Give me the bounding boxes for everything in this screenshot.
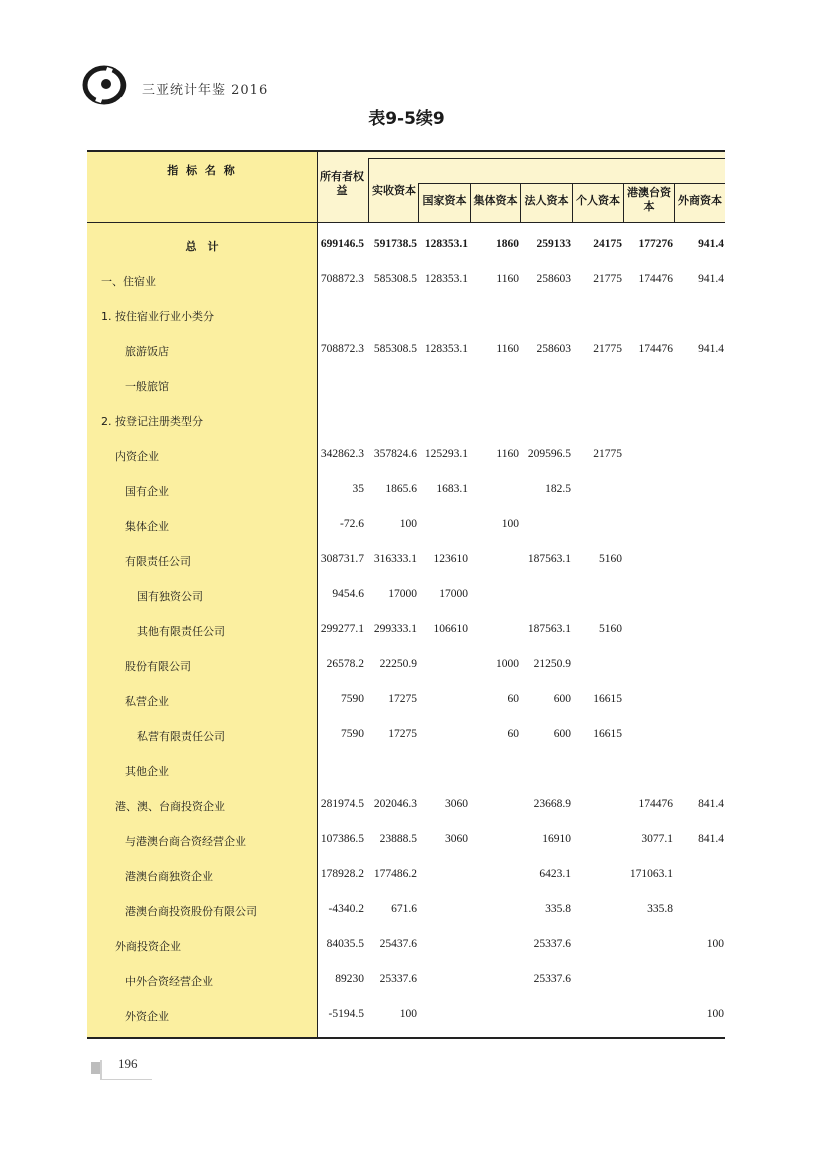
row-value: 25337.6: [533, 973, 571, 985]
row-value: 100: [399, 1008, 417, 1020]
row-value: 5160: [599, 623, 622, 635]
row-label: 股份有限公司: [125, 660, 191, 673]
table-row: [87, 238, 725, 258]
row-label: 私营企业: [125, 695, 169, 708]
row-value: 25337.6: [379, 973, 417, 985]
row-label: 总 计: [185, 240, 219, 253]
table-row: [87, 903, 725, 923]
row-value: 174476: [638, 273, 673, 285]
table-row: [87, 413, 725, 433]
footer-marker: [91, 1062, 100, 1074]
row-label: 外商投资企业: [115, 940, 181, 953]
row-value: 591738.5: [373, 238, 417, 250]
row-value: 335.8: [545, 903, 571, 915]
row-value: 123610: [433, 553, 468, 565]
row-value: 1160: [496, 343, 519, 355]
table-row: [87, 273, 725, 293]
row-value: 21775: [593, 273, 622, 285]
table-row: [87, 868, 725, 888]
header-individual-capital: 个人资本: [576, 194, 620, 207]
row-value: 342862.3: [320, 448, 364, 460]
table-row: [87, 1008, 725, 1028]
table-row: [87, 553, 725, 573]
row-label: 旅游饭店: [125, 345, 169, 358]
row-value: 25337.6: [533, 938, 571, 950]
row-value: 708872.3: [320, 343, 364, 355]
row-value: 316333.1: [373, 553, 417, 565]
row-value: 177276: [638, 238, 673, 250]
row-value: 6423.1: [539, 868, 571, 880]
data-table: [87, 150, 725, 1040]
row-label: 2. 按登记注册类型分: [101, 415, 203, 428]
row-value: 259133: [536, 238, 571, 250]
row-value: 258603: [536, 343, 571, 355]
row-value: 174476: [638, 798, 673, 810]
row-value: 335.8: [647, 903, 673, 915]
footer-rule: [100, 1079, 152, 1080]
row-value: 3077.1: [641, 833, 673, 845]
row-value: -4340.2: [328, 903, 364, 915]
row-value: 21775: [593, 448, 622, 460]
row-value: 299277.1: [320, 623, 364, 635]
row-value: 1000: [496, 658, 519, 670]
row-value: 187563.1: [527, 553, 571, 565]
row-value: 1683.1: [436, 483, 468, 495]
row-label: 港澳台商独资企业: [125, 870, 213, 883]
table-row: [87, 658, 725, 678]
header-foreign-capital: 外商资本: [678, 194, 722, 207]
header-indicator: 指 标 名 称: [167, 164, 237, 177]
row-value: 187563.1: [527, 623, 571, 635]
row-value: 941.4: [698, 273, 724, 285]
row-value: 22250.9: [379, 658, 417, 670]
row-value: 100: [501, 518, 519, 530]
row-value: 17000: [439, 588, 468, 600]
header-paid-in-capital: 实收资本: [372, 184, 416, 197]
row-value: -72.6: [340, 518, 364, 530]
table-row: [87, 448, 725, 468]
row-value: 3060: [445, 833, 468, 845]
header-owners-equity: 所有者权益: [320, 170, 364, 197]
row-value: 5160: [599, 553, 622, 565]
row-label: 1. 按住宿业行业小类分: [101, 310, 214, 323]
row-value: 308731.7: [320, 553, 364, 565]
row-label: 外资企业: [125, 1010, 169, 1023]
row-value: 585308.5: [373, 343, 417, 355]
row-value: 281974.5: [320, 798, 364, 810]
book-title: 三亚统计年鉴 2016: [142, 83, 269, 98]
row-value: 1160: [496, 273, 519, 285]
table-row: [87, 763, 725, 783]
row-label: 其他有限责任公司: [137, 625, 225, 638]
row-value: 128353.1: [424, 238, 468, 250]
row-value: 107386.5: [320, 833, 364, 845]
row-value: 84035.5: [326, 938, 364, 950]
row-label: 中外合资经营企业: [125, 975, 213, 988]
row-value: 35: [352, 483, 364, 495]
footer-divider: [100, 1060, 102, 1080]
row-value: 3060: [445, 798, 468, 810]
row-value: 23668.9: [533, 798, 571, 810]
row-value: -5194.5: [328, 1008, 364, 1020]
row-value: 128353.1: [424, 343, 468, 355]
row-value: 89230: [335, 973, 364, 985]
row-value: 16615: [593, 728, 622, 740]
row-value: 26578.2: [326, 658, 364, 670]
row-value: 941.4: [698, 343, 724, 355]
row-value: 128353.1: [424, 273, 468, 285]
row-value: 202046.3: [373, 798, 417, 810]
table-row: [87, 693, 725, 713]
row-value: 209596.5: [527, 448, 571, 460]
row-label: 一般旅馆: [125, 380, 169, 393]
table-title: 表9-5续9: [368, 109, 445, 129]
row-value: 1865.6: [385, 483, 417, 495]
row-value: 671.6: [391, 903, 417, 915]
row-label: 集体企业: [125, 520, 169, 533]
table-row: [87, 728, 725, 748]
table-row: [87, 483, 725, 503]
row-value: 60: [507, 728, 519, 740]
table-row: [87, 588, 725, 608]
row-value: 171063.1: [629, 868, 673, 880]
table-row: [87, 973, 725, 993]
row-value: 60: [507, 693, 519, 705]
row-value: 17275: [388, 728, 417, 740]
row-label: 国有企业: [125, 485, 169, 498]
row-label: 其他企业: [125, 765, 169, 778]
row-label: 港澳台商投资股份有限公司: [125, 905, 257, 918]
header-state-capital: 国家资本: [422, 194, 467, 207]
row-value: 100: [706, 938, 724, 950]
row-value: 174476: [638, 343, 673, 355]
table-row: [87, 343, 725, 363]
row-value: 16910: [542, 833, 571, 845]
row-value: 21775: [593, 343, 622, 355]
table-row: [87, 378, 725, 398]
row-value: 16615: [593, 693, 622, 705]
row-value: 941.4: [698, 238, 724, 250]
row-label: 有限责任公司: [125, 555, 191, 568]
header-legal-person-capital: 法人资本: [524, 194, 569, 207]
row-value: 9454.6: [332, 588, 364, 600]
row-value: 100: [706, 1008, 724, 1020]
row-value: 17000: [388, 588, 417, 600]
row-label: 一、住宿业: [101, 275, 156, 288]
row-value: 21250.9: [533, 658, 571, 670]
row-value: 106610: [433, 623, 468, 635]
row-label: 港、澳、台商投资企业: [115, 800, 225, 813]
row-value: 299333.1: [373, 623, 417, 635]
table-row: [87, 833, 725, 853]
row-value: 178928.2: [320, 868, 364, 880]
row-value: 24175: [593, 238, 622, 250]
table-row: [87, 938, 725, 958]
row-value: 17275: [388, 693, 417, 705]
row-label: 内资企业: [115, 450, 159, 463]
table-row: [87, 308, 725, 328]
row-value: 23888.5: [379, 833, 417, 845]
row-value: 585308.5: [373, 273, 417, 285]
table-row: [87, 518, 725, 538]
row-value: 600: [553, 728, 571, 740]
yearbook-logo-icon: [80, 62, 132, 108]
row-value: 258603: [536, 273, 571, 285]
header-hk-macao-taiwan-capital: 港澳台资本: [627, 186, 671, 213]
row-value: 7590: [341, 693, 364, 705]
row-value: 357824.6: [373, 448, 417, 460]
row-value: 699146.5: [320, 238, 364, 250]
row-value: 177486.2: [373, 868, 417, 880]
table-row: [87, 623, 725, 643]
row-value: 841.4: [698, 798, 724, 810]
header-collective-capital: 集体资本: [473, 194, 518, 207]
row-value: 125293.1: [424, 448, 468, 460]
row-value: 182.5: [545, 483, 571, 495]
row-value: 100: [399, 518, 417, 530]
row-value: 841.4: [698, 833, 724, 845]
row-label: 私营有限责任公司: [137, 730, 225, 743]
row-value: 1160: [496, 448, 519, 460]
row-label: 与港澳台商合资经营企业: [125, 835, 246, 848]
table-row: [87, 798, 725, 818]
row-value: 7590: [341, 728, 364, 740]
page-number: 196: [118, 1056, 138, 1071]
row-value: 25437.6: [379, 938, 417, 950]
row-value: 600: [553, 693, 571, 705]
row-value: 1860: [496, 238, 519, 250]
row-value: 708872.3: [320, 273, 364, 285]
row-label: 国有独资公司: [137, 590, 203, 603]
